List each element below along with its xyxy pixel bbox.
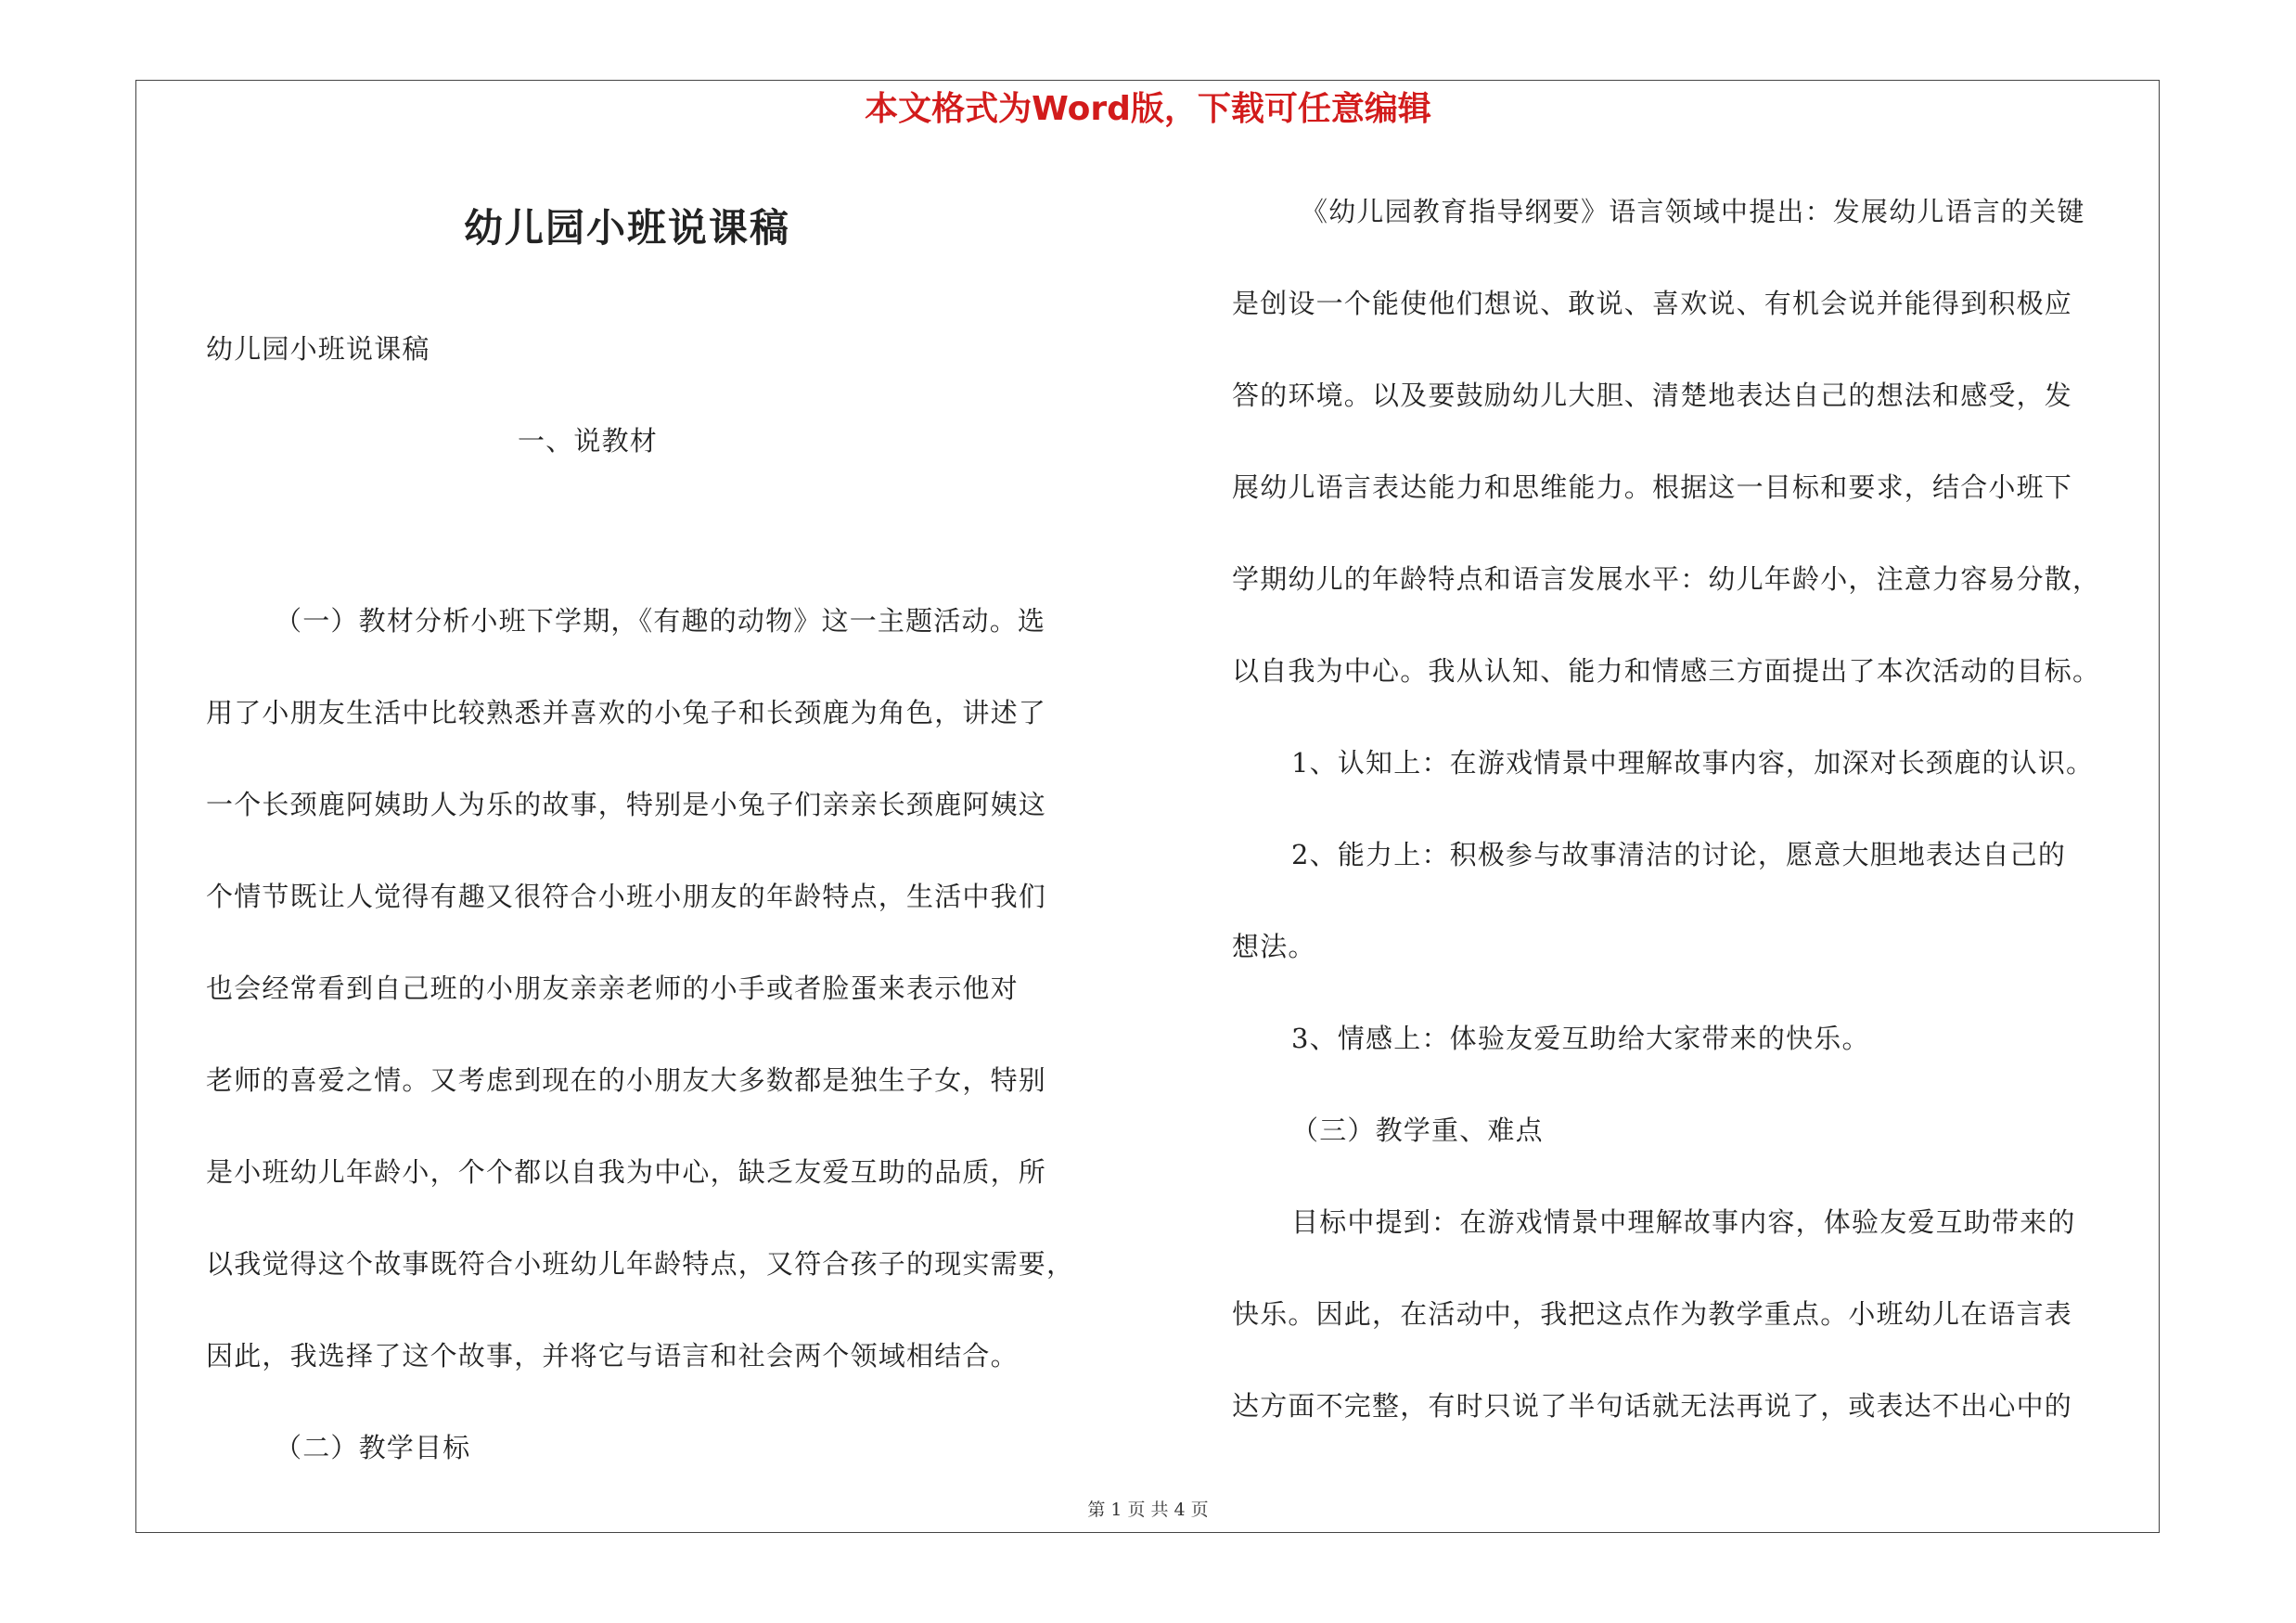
paragraph-line: 以我觉得这个故事既符合小班幼儿年龄特点，又符合孩子的现实需要，: [206, 1248, 1075, 1280]
paragraph-line: 《幼儿园教育指导纲要》语言领域中提出：发展幼儿语言的关键: [1301, 196, 2085, 227]
paragraph-line: 学期幼儿的年龄特点和语言发展水平：幼儿年龄小，注意力容易分散，: [1232, 563, 2101, 595]
section-heading-goals: （二）教学目标: [275, 1432, 471, 1463]
paragraph-line: 答的环境。以及要鼓励幼儿大胆、清楚地表达自己的想法和感受，发: [1232, 380, 2073, 411]
paragraph-line: 用了小朋友生活中比较熟悉并喜欢的小兔子和长颈鹿为角色，讲述了: [206, 697, 1047, 728]
paragraph-line: 是创设一个能使他们想说、敢说、喜欢说、有机会说并能得到积极应: [1232, 288, 2073, 319]
paragraph-line: 个情节既让人觉得有趣又很符合小班小朋友的年龄特点，生活中我们: [206, 881, 1047, 912]
paragraph-line: （一）教材分析小班下学期，《有趣的动物》这一主题活动。选: [275, 605, 1046, 637]
section-heading-key-points: （三）教学重、难点: [1291, 1114, 1544, 1146]
document-title: 幼儿园小班说课稿: [464, 205, 791, 251]
section-heading-materials: 一、说教材: [518, 425, 659, 457]
paragraph-line: 快乐。因此，在活动中，我把这点作为教学重点。小班幼儿在语言表: [1232, 1298, 2073, 1330]
paragraph-line: 达方面不完整，有时只说了半句话就无法再说了，或表达不出心中的: [1232, 1390, 2073, 1422]
goal-item-cognition: 1、认知上：在游戏情景中理解故事内容，加深对长颈鹿的认识。: [1291, 747, 2095, 779]
goal-item-ability: 2、能力上：积极参与故事清洁的讨论，愿意大胆地表达自己的: [1291, 839, 2067, 870]
paragraph-line: 以自我为中心。我从认知、能力和情感三方面提出了本次活动的目标。: [1232, 655, 2101, 687]
paragraph-line: 是小班幼儿年龄小，个个都以自我为中心，缺乏友爱互助的品质，所: [206, 1156, 1047, 1188]
goal-item-ability-cont: 想法。: [1232, 931, 1316, 962]
paragraph-line: 老师的喜爱之情。又考虑到现在的小朋友大多数都是独生子女，特别: [206, 1064, 1047, 1096]
goal-item-emotion: 3、情感上：体验友爱互助给大家带来的快乐。: [1291, 1023, 1870, 1054]
paragraph-line: 一个长颈鹿阿姨助人为乐的故事，特别是小兔子们亲亲长颈鹿阿姨这: [206, 789, 1047, 820]
page-footer: 第 1 页 共 4 页: [1087, 1500, 1209, 1520]
paragraph-line: 也会经常看到自己班的小朋友亲亲老师的小手或者脸蛋来表示他对: [206, 973, 1019, 1004]
paragraph-line: 展幼儿语言表达能力和思维能力。根据这一目标和要求，结合小班下: [1232, 471, 2073, 503]
paragraph-line: 目标中提到：在游戏情景中理解故事内容，体验友爱互助带来的: [1291, 1206, 2076, 1238]
word-format-banner: 本文格式为Word版，下载可任意编辑: [865, 90, 1431, 128]
document-subtitle: 幼儿园小班说课稿: [206, 333, 430, 365]
paragraph-line: 因此，我选择了这个故事，并将它与语言和社会两个领域相结合。: [206, 1340, 1019, 1372]
